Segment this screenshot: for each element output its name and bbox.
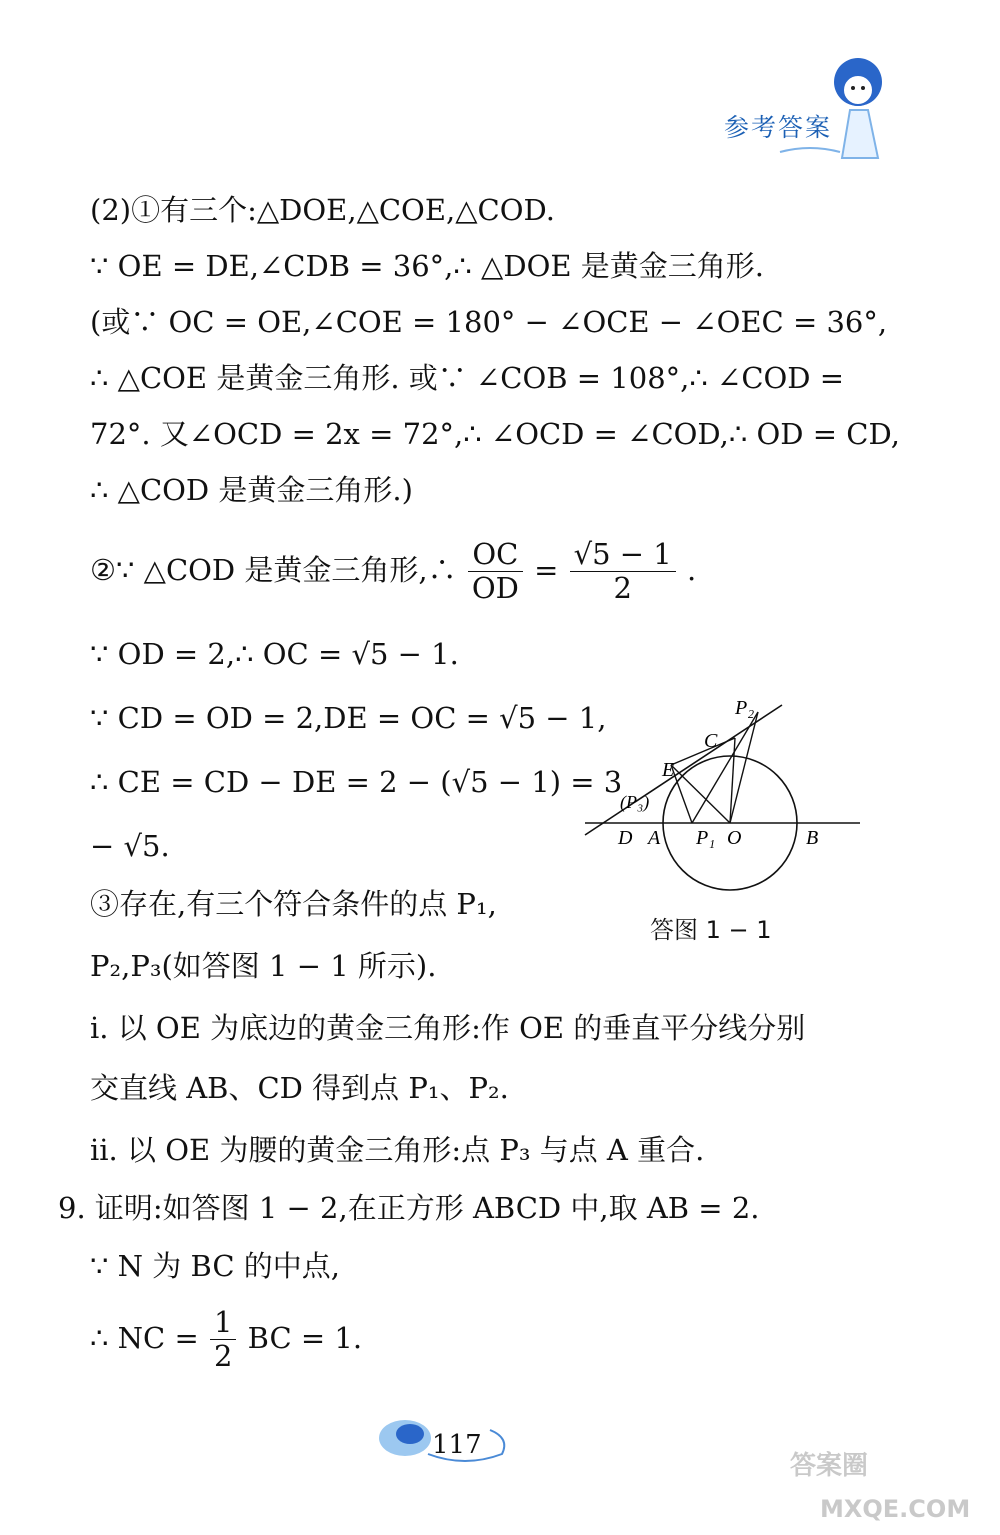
- text-line-16: ⅱ. 以 OE 为腰的黄金三角形:点 P₃ 与点 A 重合.: [90, 1133, 705, 1167]
- text-line-18: ∵ N 为 BC 的中点,: [90, 1249, 340, 1283]
- label-p3: (P₃): [620, 792, 650, 812]
- label-o: O: [727, 827, 742, 849]
- label-p1: P₁: [696, 827, 716, 849]
- text-line-19-prefix: ∴ NC =: [90, 1320, 199, 1355]
- fraction-numerator: OC: [468, 538, 523, 572]
- line-dc: [585, 705, 782, 835]
- label-c: C: [704, 730, 718, 752]
- label-p2: P₂: [735, 697, 755, 719]
- text-line-8: ∵ OD = 2,∴ OC = √5 − 1.: [90, 637, 459, 671]
- fraction-numerator: 1: [210, 1306, 236, 1340]
- half-fraction: [210, 1306, 236, 1374]
- ratio-fraction: [468, 538, 523, 606]
- text-line-15: 交直线 AB、CD 得到点 P₁、P₂.: [90, 1071, 509, 1105]
- header-girl-illustration: [770, 40, 900, 170]
- label-e: E: [662, 759, 675, 781]
- text-line-6: ∴ △COD 是黄金三角形.): [90, 473, 413, 507]
- watermark-text: 答案圈: [790, 1451, 869, 1481]
- text-line-12: ③存在,有三个符合条件的点 P₁,: [90, 887, 497, 921]
- perpendicular-bisector: [692, 712, 758, 823]
- header-section-label: 参考答案: [724, 113, 833, 142]
- geometry-figure: [580, 690, 870, 900]
- text-line-4: ∴ △COE 是黄金三角形. 或∵ ∠COB = 108°,∴ ∠COD =: [90, 361, 845, 395]
- text-line-19-suffix: BC = 1.: [247, 1320, 363, 1355]
- figure-caption: 答图 1 − 1: [650, 916, 772, 944]
- fraction-denominator: 2: [213, 1339, 233, 1374]
- text-line-7: [90, 538, 696, 606]
- label-b: B: [806, 827, 819, 849]
- text-line-14: ⅰ. 以 OE 为底边的黄金三角形:作 OE 的垂直平分线分别: [90, 1011, 806, 1045]
- text-line-3: (或∵ OC = OE,∠COE = 180° − ∠OCE − ∠OEC = 36°,: [90, 305, 888, 339]
- golden-ratio-fraction: [570, 538, 676, 606]
- text-line-9: ∵ CD = OD = 2,DE = OC = √5 − 1,: [90, 701, 607, 735]
- text-line-1: (2)①有三个:△DOE,△COE,△COD.: [90, 193, 555, 227]
- page-number: 117: [432, 1430, 482, 1460]
- fraction-denominator: 2: [613, 571, 632, 606]
- fraction-numerator: √5 − 1: [570, 538, 676, 572]
- text-line-11: − √5.: [90, 829, 170, 863]
- text-line-5: 72°. 又∠OCD = 2x = 72°,∴ ∠OCD = ∠COD,∴ OD = CD,: [90, 417, 900, 451]
- text-line-7-prefix: ②∵ △COD 是黄金三角形,∴: [90, 552, 457, 587]
- text-line-19: [90, 1306, 362, 1374]
- page-number-badge: [370, 1408, 510, 1470]
- label-d: D: [618, 827, 633, 849]
- text-line-2: ∵ OE = DE,∠CDB = 36°,∴ △DOE 是黄金三角形.: [90, 249, 764, 283]
- fraction-denominator: OD: [471, 571, 519, 606]
- label-a: A: [648, 827, 661, 849]
- text-line-17: 9. 证明:如答图 1 − 2,在正方形 ABCD 中,取 AB = 2.: [58, 1191, 760, 1225]
- period: .: [686, 552, 697, 587]
- text-line-10: ∴ CE = CD − DE = 2 − (√5 − 1) = 3: [90, 765, 623, 799]
- equals-sign: =: [534, 552, 559, 587]
- segment-p2o: [730, 712, 758, 823]
- watermark-url: MXQE.COM: [820, 1495, 971, 1523]
- text-line-13: P₂,P₃(如答图 1 − 1 所示).: [90, 949, 437, 983]
